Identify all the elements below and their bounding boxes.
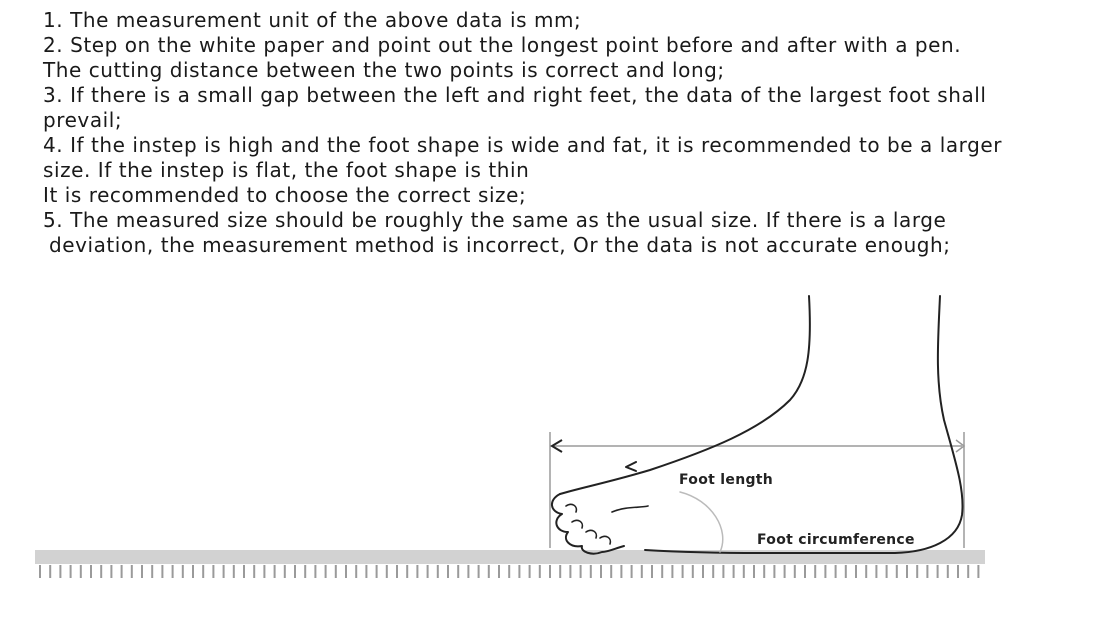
note-line: 2. Step on the white paper and point out the longest point before and after with a pen. xyxy=(43,33,962,57)
note-line: It is recommended to choose the correct size; xyxy=(43,183,527,207)
foot-circumference-label: Foot circumference xyxy=(757,532,915,548)
foot-length-label: Foot length xyxy=(679,472,774,488)
measurement-notes xyxy=(43,8,1093,258)
foot-measurement-diagram xyxy=(0,270,1100,590)
foot-outline xyxy=(552,296,963,554)
note-line: 4. If the instep is high and the foot shape is wide and fat, it is recommended to be a larger xyxy=(43,133,1002,157)
note-line: deviation, the measurement method is incorrect, Or the data is not accurate enough; xyxy=(49,233,951,257)
foot-length-measure xyxy=(550,432,964,548)
note-line: 5. The measured size should be roughly the same as the usual size. If there is a large xyxy=(43,208,947,232)
note-line: The cutting distance between the two points is correct and long; xyxy=(43,58,725,82)
note-line: size. If the instep is flat, the foot shape is thin xyxy=(43,158,530,182)
ruler-ticks xyxy=(40,565,978,578)
note-line: 1. The measurement unit of the above data is mm; xyxy=(43,8,582,32)
note-line: prevail; xyxy=(43,108,123,132)
note-line: 3. If there is a small gap between the left and right feet, the data of the largest foot shall xyxy=(43,83,987,107)
ruler xyxy=(35,550,985,578)
